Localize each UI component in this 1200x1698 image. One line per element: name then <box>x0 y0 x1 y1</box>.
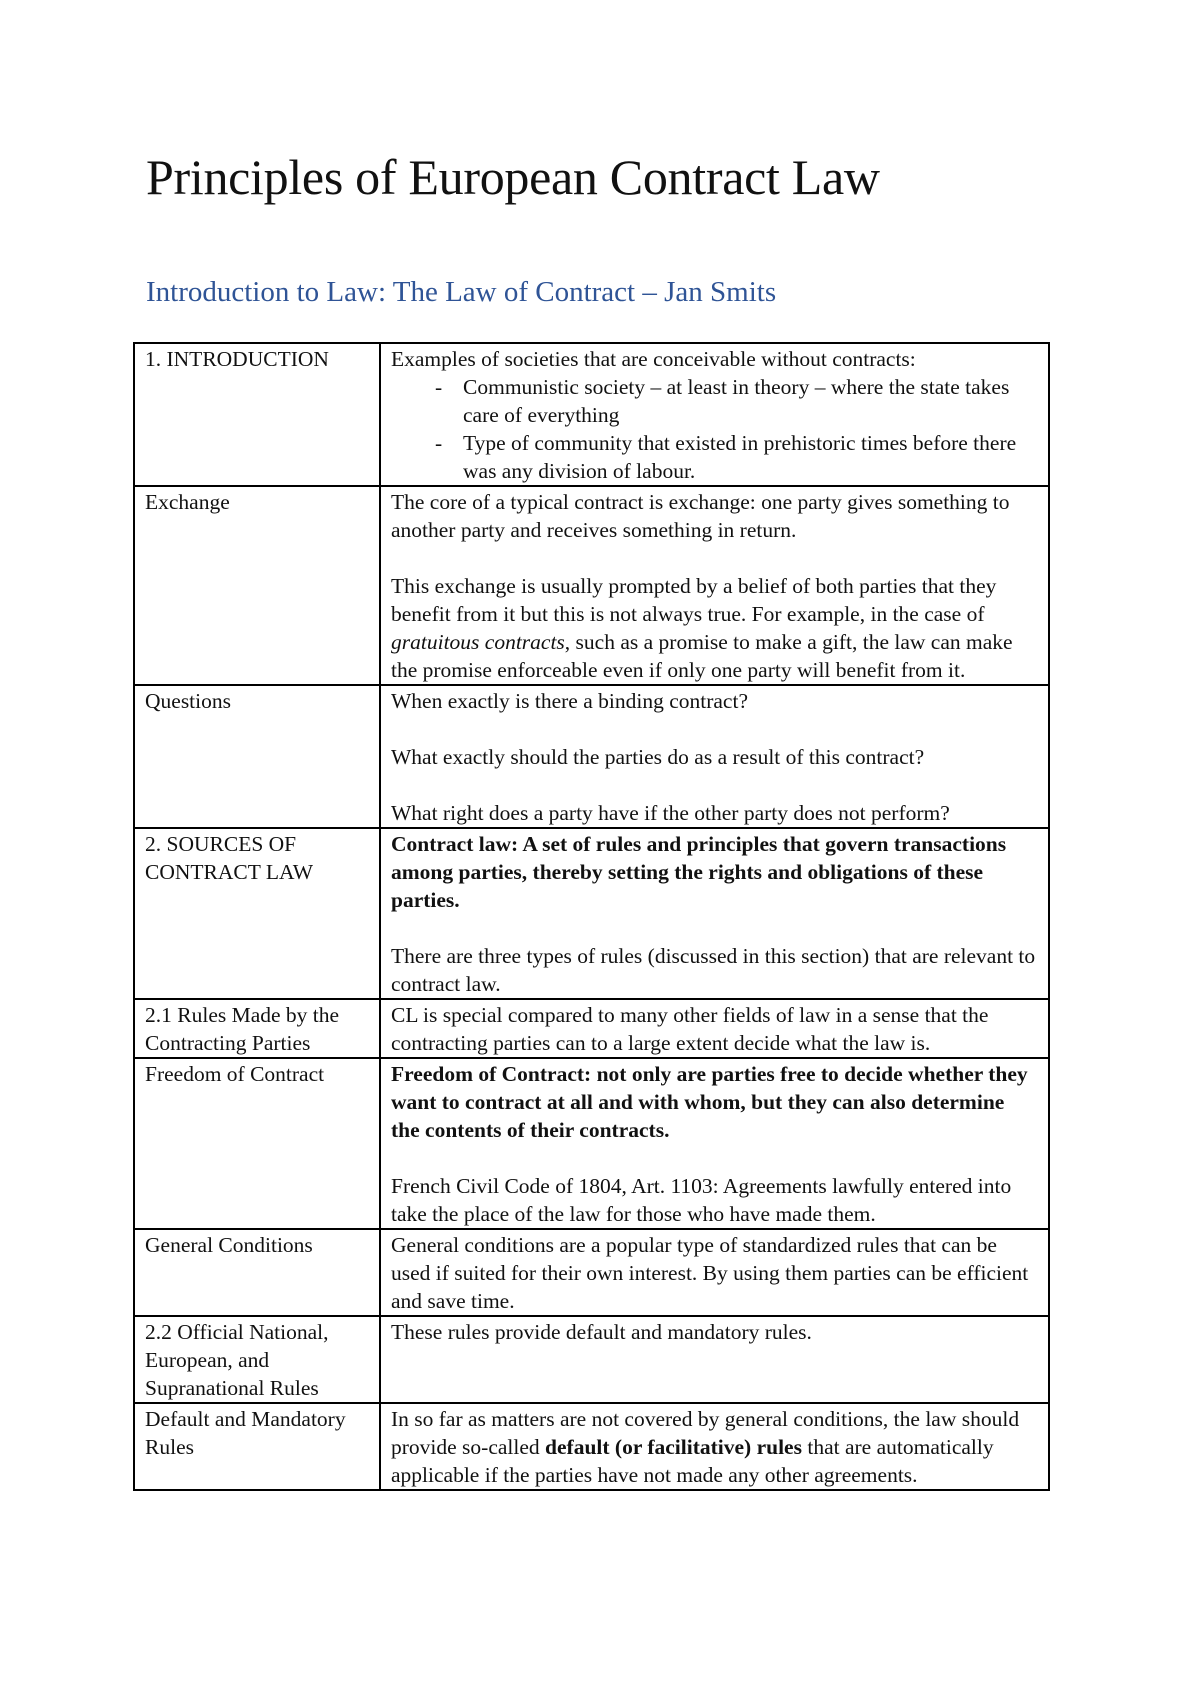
topic-cell: Exchange <box>134 486 380 685</box>
topic-cell: Freedom of Contract <box>134 1058 380 1229</box>
italic-term: gratuitous contracts <box>391 630 565 654</box>
table-row <box>134 1229 1049 1316</box>
topic-cell: 2. SOURCES OF CONTRACT LAW <box>134 828 380 999</box>
content-cell <box>380 685 1049 828</box>
table-row <box>134 999 1049 1058</box>
content-cell <box>380 343 1049 486</box>
topic-cell: Default and Mandatory Rules <box>134 1403 380 1490</box>
topic-cell: 2.1 Rules Made by the Contracting Parties <box>134 999 380 1058</box>
table-row <box>134 1403 1049 1490</box>
question-text: What right does a party have if the other party does not perform? <box>391 801 950 825</box>
content-cell <box>380 1058 1049 1229</box>
table-row <box>134 486 1049 685</box>
content-text: CL is special compared to many other fields of law in a sense that the contracting parties can to a large extent decide what the law is. <box>391 1003 989 1055</box>
question-text: When exactly is there a binding contract? <box>391 689 748 713</box>
definition-text: Contract law: A set of rules and principles that govern transactions among parties, thereby setting the rights and obligations of these parties. <box>391 832 1007 912</box>
content-text <box>391 1405 1038 1489</box>
topic-cell: 1. INTRODUCTION <box>134 343 380 486</box>
content-cell <box>380 999 1049 1058</box>
topic-cell: Questions <box>134 685 380 828</box>
table-row <box>134 343 1049 486</box>
topic-cell: General Conditions <box>134 1229 380 1316</box>
list-item: - Communistic society – at least in theory – where the state takes care of everything <box>435 373 1038 429</box>
section-subtitle: Introduction to Law: The Law of Contract – Jan Smits <box>146 276 777 308</box>
content-cell <box>380 486 1049 685</box>
definition-text: Freedom of Contract: not only are parties free to decide whether they want to contract at all and with whom, but they can also determine the contents of their contracts. <box>391 1062 1028 1142</box>
text-run: that are automatically applicable if the parties have not made any other agreements. <box>391 1435 994 1487</box>
list-item: - Type of community that existed in prehistoric times before there was any division of labour. <box>435 429 1038 485</box>
bold-term: default (or facilitative) rules <box>545 1435 802 1459</box>
content-cell <box>380 1229 1049 1316</box>
content-cell <box>380 1316 1049 1403</box>
content-text <box>391 572 1038 684</box>
content-text: The core of a typical contract is exchange: one party gives something to another party and receives something in return. <box>391 490 1010 542</box>
content-text: French Civil Code of 1804, Art. 1103: Agreements lawfully entered into take the place of the law for those who have made them. <box>391 1174 1012 1226</box>
text-run: , such as a promise to make a gift, the law can make the promise enforceable even if only one party will benefit from it. <box>391 630 1013 682</box>
table-row <box>134 685 1049 828</box>
content-text: General conditions are a popular type of standardized rules that can be used if suited for their own interest. By using them parties can be efficient and save time. <box>391 1233 1029 1313</box>
text-run: In so far as matters are not covered by general conditions, the law should provide so-called <box>391 1407 1020 1459</box>
content-cell <box>380 828 1049 999</box>
table-row <box>134 828 1049 999</box>
notes-table <box>133 342 1050 1491</box>
question-text: What exactly should the parties do as a result of this contract? <box>391 745 925 769</box>
content-cell <box>380 1403 1049 1490</box>
table-row <box>134 1058 1049 1229</box>
content-text: There are three types of rules (discussed in this section) that are relevant to contract law. <box>391 944 1036 996</box>
content-text: These rules provide default and mandatory rules. <box>391 1320 812 1344</box>
topic-cell: 2.2 Official National, European, and Supranational Rules <box>134 1316 380 1403</box>
content-text: Examples of societies that are conceivable without contracts: <box>391 347 916 371</box>
dash-list <box>391 373 1038 485</box>
table-row <box>134 1316 1049 1403</box>
page-title: Principles of European Contract Law <box>146 149 880 205</box>
text-run: This exchange is usually prompted by a belief of both parties that they benefit from it but this is not always true. For example, in the case of <box>391 574 997 626</box>
